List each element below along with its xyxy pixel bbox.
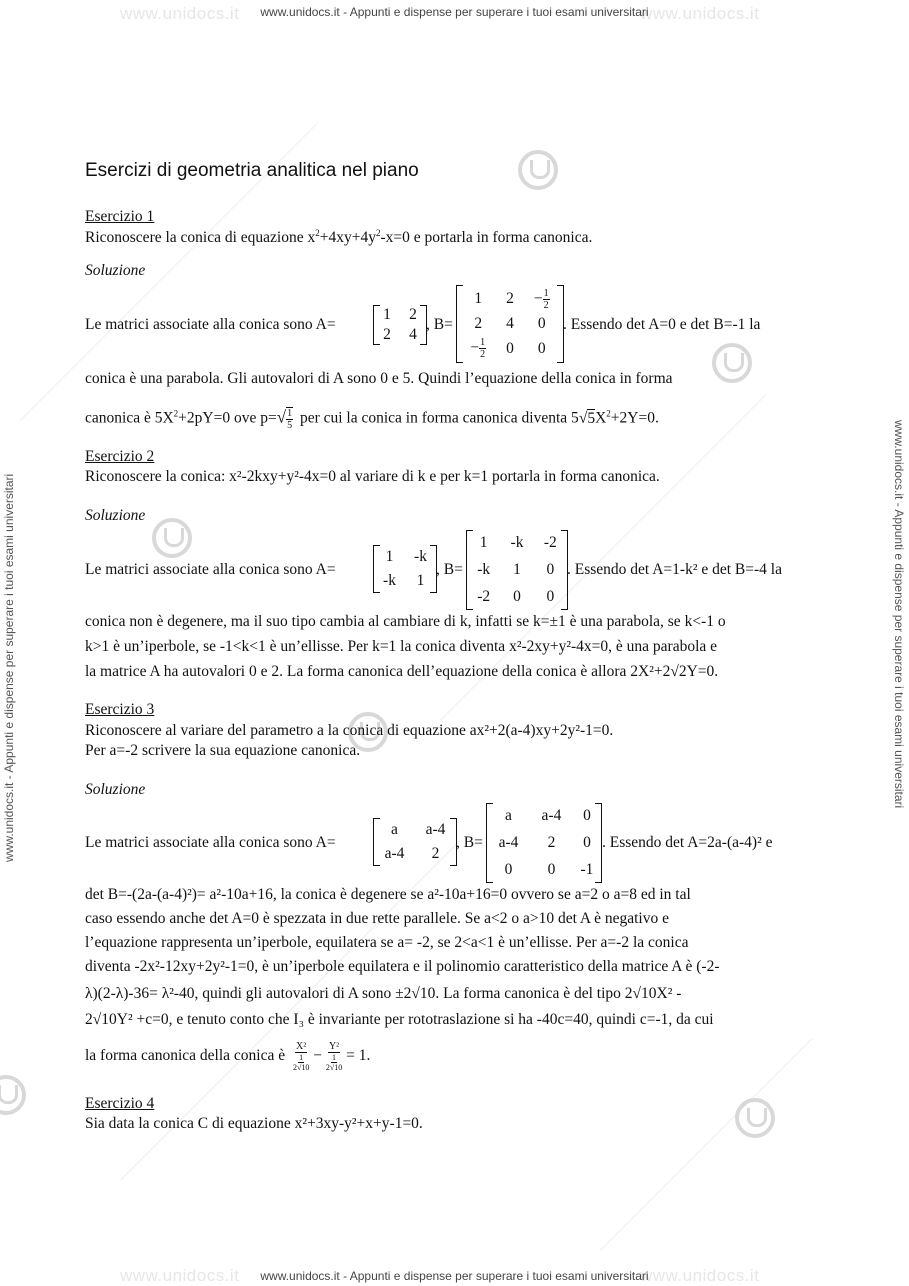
exercise-3-matrix-a: a a-4 a-4 2 (373, 818, 457, 866)
exercise-2-matrix-a: 1 -k -k 1 (373, 545, 437, 593)
exercise-2-matrix-b: 1 -k -2 -k 1 0 -2 0 0 (466, 530, 568, 610)
exercise-3-line-3: caso essendo anche det A=0 è spezzata in due rette parallele. Se a<2 o a>10 det A è negativo e (85, 910, 669, 927)
watermark-side-right: www.unidocs.it - Appunti e dispense per superare i tuoi esami universitari (892, 420, 906, 809)
page-title: Esercizi di geometria analitica nel piano (85, 160, 419, 181)
exercise-1-line-2: conica è una parabola. Gli autovalori di A sono 0 e 5. Quindi l’equazione della conica in forma (85, 370, 673, 387)
exercise-3-line-2: det B=-(2a-(a-4)²)= a²-10a+16, la conica è degenere se a²-10a+16=0 ovvero se a=2 o a=8 ed in tal (85, 886, 691, 903)
exercise-4-heading: Esercizio 4 (85, 1095, 155, 1112)
exercise-3-matrix-b: a a-4 0 a-4 2 0 0 0 -1 (486, 803, 602, 883)
exercise-3-line-8: la forma canonica della conica è $\frac{\text{X²}}{\frac{1}{2√10}}$ − $\frac{\text{Y²}}{\frac{1}{2√10}}$ = 1. (85, 1041, 371, 1072)
exercise-3-text-2: Per a=-2 scrivere la sua equazione canonica. (85, 742, 361, 759)
exercise-2-line-2: conica non è degenere, ma il suo tipo cambia al cambiare di k, infatti se k=±1 è una parabola, se k<-1 o (85, 613, 726, 630)
exercise-1-matrix-a: 1 2 2 4 (373, 305, 427, 345)
exercise-3-solution-label: Soluzione (85, 781, 146, 798)
exercise-2-heading: Esercizio 2 (85, 448, 155, 465)
exercise-1-line-3: canonica è $5X^2+2pY=0$ ove p=√ $\frac{1}{5}$ per cui la conica in forma canonica diventa $5√5X^2+2Y=0$. (85, 407, 659, 431)
exercise-1-matrices-label: Le matrici associate alla conica sono A= (85, 316, 336, 333)
exercise-1-text: Riconoscere la conica di equazione $x^2+4xy+4y^2-x=0$ e portarla in forma canonica. (85, 227, 593, 246)
exercise-2-b-label: , B= (436, 561, 463, 578)
exercise-2-line-3: k>1 è un’iperbole, se -1<k<1 è un’ellisse. Per k=1 la conica diventa x²-2xy+y²-4x=0, è una parabola e (85, 638, 718, 655)
unidocs-logo-icon (518, 150, 558, 190)
unidocs-logo-icon (0, 1075, 26, 1115)
unidocs-logo-icon (712, 343, 752, 383)
exercise-1-solution-label: Soluzione (85, 262, 146, 279)
exercise-3-b-label: , B= (456, 834, 483, 851)
exercise-3-line-6: λ)(2-λ)-36= λ²-40, quindi gli autovalori di A sono ±2√10. La forma canonica è del tipo 2√10X² - (85, 985, 682, 1002)
exercise-3-line-7: 2√10Y² +c=0, e tenuto conto che I₃ è invariante per rototraslazione si ha -40c=40, quindi c=-1, da cui (85, 1011, 714, 1028)
exercise-2-text-after-b: . Essendo det A=1-k² e det B=-4 la (567, 561, 782, 578)
exercise-1-heading: Esercizio 1 (85, 208, 155, 225)
exercise-2-text: Riconoscere la conica: x²-2kxy+y²-4x=0 al variare di k e per k=1 portarla in forma canonica. (85, 468, 660, 485)
exercise-3-heading: Esercizio 3 (85, 701, 155, 718)
exercise-3-matrices-label: Le matrici associate alla conica sono A= (85, 834, 336, 851)
exercise-2-line-4: la matrice A ha autovalori 0 e 2. La forma canonica dell’equazione della conica è allora 2X²+2√2Y=0. (85, 663, 719, 680)
exercise-3-text-1: Riconoscere al variare del parametro a la conica di equazione ax²+2(a-4)xy+2y²-1=0. (85, 722, 614, 739)
watermark-line (600, 1038, 813, 1251)
watermark-faint: www.unidocs.it (640, 4, 760, 23)
unidocs-logo-icon (152, 518, 192, 558)
exercise-1-b-label: , B= (426, 316, 453, 333)
exercise-3-text-after-b: . Essendo det A=2a-(a-4)² e (602, 834, 773, 851)
exercise-3-line-4: l’equazione rappresenta un’iperbole, equilatera se a= -2, se 2<a<1 è un’ellisse. Per a=-2 la conica (85, 934, 689, 951)
exercise-1-text-after-b: . Essendo det A=0 e det B=-1 la (563, 316, 761, 333)
watermark-faint: www.unidocs.it (640, 1266, 760, 1285)
exercise-3-line-5: diventa -2x²-12xy+2y²-1=0, è un’iperbole equilatera e il polinomio caratteristico della matrice A è (-2- (85, 958, 720, 975)
exercise-4-text: Sia data la conica C di equazione x²+3xy-y²+x+y-1=0. (85, 1115, 423, 1132)
watermark-faint: www.unidocs.it (120, 4, 240, 23)
unidocs-logo-icon (735, 1098, 775, 1138)
watermark-footer: www.unidocs.it - Appunti e dispense per superare i tuoi esami universitari (260, 1269, 649, 1283)
exercise-2-matrices-label: Le matrici associate alla conica sono A= (85, 561, 336, 578)
exercise-1-matrix-b: 1 2 − $\frac{1}{2}$ 2 4 0 − $\frac{1}{2}$ 0 0 (456, 285, 564, 363)
watermark-faint: www.unidocs.it (120, 1266, 240, 1285)
exercise-2-solution-label: Soluzione (85, 507, 146, 524)
watermark-side-left: www.unidocs.it - Appunti e dispense per superare i tuoi esami universitari (2, 473, 16, 862)
watermark-header: www.unidocs.it - Appunti e dispense per superare i tuoi esami universitari (260, 5, 649, 19)
